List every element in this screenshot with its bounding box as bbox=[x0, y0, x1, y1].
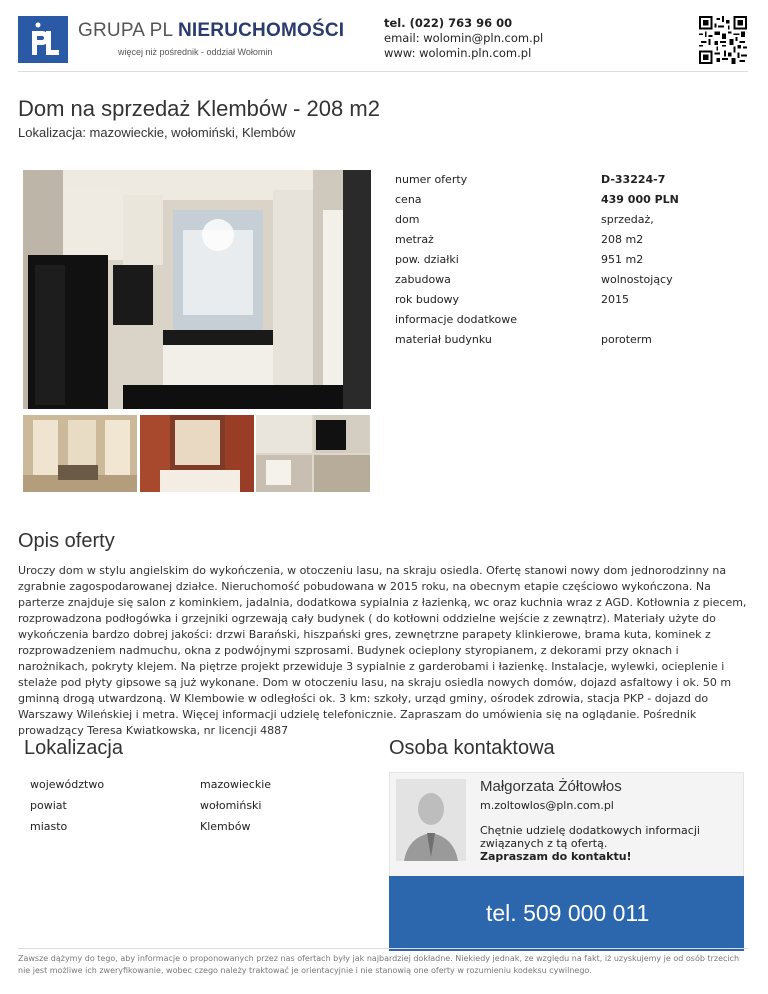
fact-value: 208 m2 bbox=[601, 233, 644, 246]
office-email[interactable]: email: wolomin@pln.com.pl bbox=[384, 31, 544, 45]
fact-row bbox=[395, 270, 745, 290]
fact-label: metraż bbox=[395, 233, 434, 246]
thumbnail-living-room[interactable] bbox=[23, 415, 137, 492]
agent-email[interactable]: m.zoltowlos@pln.com.pl bbox=[480, 799, 614, 812]
agent-name: Małgorzata Żółtowłos bbox=[480, 778, 622, 795]
fact-label: zabudowa bbox=[395, 273, 451, 286]
fact-value: wolnostojący bbox=[601, 273, 673, 286]
fact-label: numer oferty bbox=[395, 173, 468, 186]
fact-label: informacje dodatkowe bbox=[395, 313, 518, 326]
location-table bbox=[30, 774, 360, 837]
fact-label: cena bbox=[395, 193, 422, 206]
fact-value: 439 000 PLN bbox=[601, 193, 679, 206]
location-row bbox=[30, 774, 360, 795]
thumbnail-bedroom[interactable] bbox=[140, 415, 254, 492]
fact-label: rok budowy bbox=[395, 293, 460, 306]
location-heading: Lokalizacja bbox=[24, 737, 123, 759]
listing-title: Dom na sprzedaż Klembów - 208 m2 bbox=[18, 96, 380, 121]
location-value: mazowieckie bbox=[200, 778, 272, 791]
description-text: Uroczy dom w stylu angielskim do wykończenia, w otoczeniu lasu, na skraju osiedla. Ofertę stanowi nowy dom jednorodzinny na zgrabnie zagospodarowanej działce. Nieruchomość pobudowana w 2015 roku, na obecnym etapie częściowo wykończona. Na parterze znajduje się salon z kominkiem, jadalnia, dodatkowa sypialnia z łazienką, wc oraz kuchnia wraz z AGD. Kotłownia z piecem, rozprowadzona podłogówka i grzejniki ogrzewają cały budynek ( do kotłowni oddzielne wejście z zewnątrz). Materiały użyte do wykończenia bardzo dobrej jakości: drzwi Barański, hiszpański gres, zewnętrzne parapety klinkierowe, brama kuta, kominek z rozprowadzeniem nadmuchu, okna z podwójnymi szprosami. Budynek ocieplony styropianem, z dekorami przy oknach i narożnikach, pokryty klejem. Na piętrze projekt przewiduje 3 sypialnie z garderobami i łazienkę. Instalacje, wylewki, ocieplenie i stelaże pod płyty gipsowe są już wykonane. Dom w otoczeniu lasu, na skraju osiedla nowych domów, dojazd asfaltowy i ok. 50 m gminną drogą utwardzoną. W Klembowie w odległości ok. 3 km: szkoły, urząd gminy, ośrodek zdrowia, stacja PKP - dojazd do Warszawy Wileńskiej i metra. Więcej informacji udzielę telefonicznie. Zapraszam do umówienia się na oglądanie. Pośrednik prowadzący Teresa Kwiatkowska, nr licencji 4887 bbox=[18, 564, 747, 737]
fact-value: D-33224-7 bbox=[601, 173, 666, 186]
company-logo bbox=[18, 16, 68, 63]
fact-value: sprzedaż, bbox=[601, 213, 654, 226]
agent-message-text: Chętnie udzielę dodatkowych informacji związanych z tą ofertą. bbox=[480, 824, 700, 850]
header-divider bbox=[18, 71, 748, 72]
fact-value: 951 m2 bbox=[601, 253, 644, 266]
fact-value: poroterm bbox=[601, 333, 652, 346]
fact-row bbox=[395, 310, 745, 330]
pl-logo-icon bbox=[18, 16, 68, 63]
fact-row bbox=[395, 190, 745, 210]
qr-code-icon bbox=[698, 16, 748, 64]
fact-value: 2015 bbox=[601, 293, 629, 306]
fact-label: materiał budynku bbox=[395, 333, 492, 346]
fact-row bbox=[395, 210, 745, 230]
agent-message bbox=[480, 824, 730, 863]
fact-row bbox=[395, 250, 745, 270]
listing-facts bbox=[395, 170, 745, 350]
company-name: GRUPA PL NIERUCHOMOŚCI bbox=[78, 20, 345, 41]
agent-phone-bar[interactable] bbox=[389, 876, 744, 951]
company-tagline: więcej niż pośrednik - oddział Wołomin bbox=[118, 47, 273, 57]
main-photo-kitchen[interactable] bbox=[23, 170, 371, 409]
footer-disclaimer: Zawsze dążymy do tego, aby informacje o proponowanych przez nas ofertach były jak najbardziej dokładne. Niekiedy jednak, ze względu na fakt, iż uzyskujemy je od osób trzecich nie jest możliwe ich zweryfikowanie, wobec czego należy traktować je orientacyjnie i nie stanowią one oferty w rozumieniu kodeksu cywilnego. bbox=[18, 954, 740, 975]
fact-row bbox=[395, 290, 745, 310]
office-phone[interactable]: tel. (022) 763 96 00 bbox=[384, 16, 513, 30]
location-row bbox=[30, 795, 360, 816]
contact-card bbox=[389, 772, 744, 878]
description-heading: Opis oferty bbox=[18, 530, 115, 552]
location-label: województwo bbox=[30, 778, 105, 791]
agent-cta: Zapraszam do kontaktu! bbox=[480, 850, 632, 863]
office-www[interactable]: www: wolomin.pln.com.pl bbox=[384, 46, 532, 60]
fact-label: pow. działki bbox=[395, 253, 459, 266]
location-row bbox=[30, 816, 360, 837]
fact-row bbox=[395, 330, 745, 350]
office-contact bbox=[384, 16, 543, 61]
location-value: Klembów bbox=[200, 820, 251, 833]
contact-heading: Osoba kontaktowa bbox=[389, 737, 555, 759]
agent-phone[interactable]: tel. 509 000 011 bbox=[486, 900, 650, 926]
location-label: miasto bbox=[30, 820, 68, 833]
fact-label: dom bbox=[395, 213, 420, 226]
fact-row bbox=[395, 230, 745, 250]
location-label: powiat bbox=[30, 799, 67, 812]
fact-row bbox=[395, 170, 745, 190]
agent-avatar bbox=[396, 779, 466, 861]
thumbnail-collage[interactable] bbox=[256, 415, 370, 492]
listing-location: Lokalizacja: mazowieckie, wołomiński, Klembów bbox=[18, 125, 296, 140]
footer-divider bbox=[18, 948, 748, 949]
location-value: wołomiński bbox=[200, 799, 262, 812]
